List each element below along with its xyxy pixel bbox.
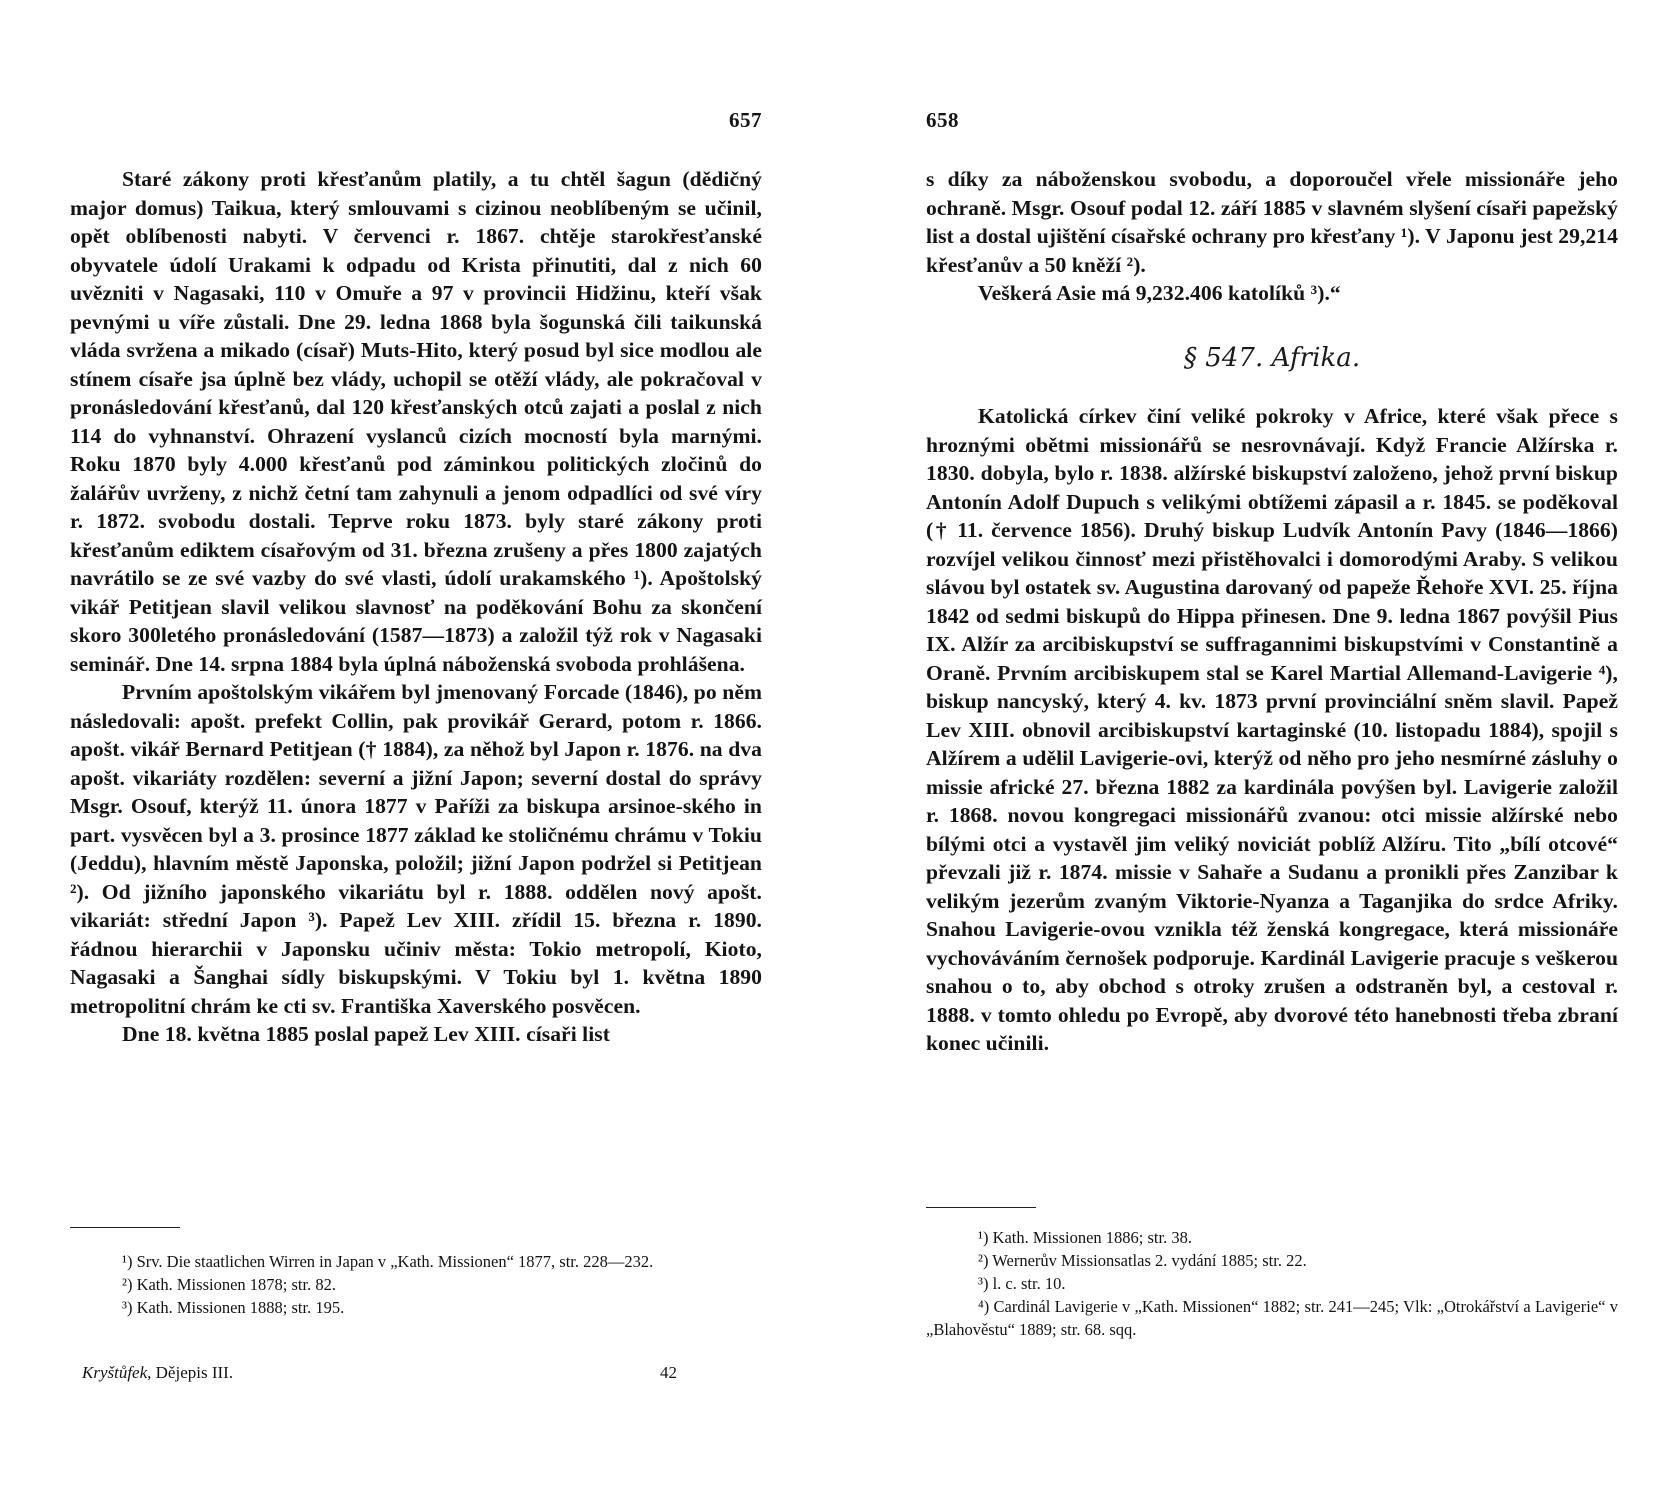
footnote: ¹) Kath. Missionen 1886; str. 38. xyxy=(978,1228,1192,1247)
footnote: ⁴) Cardinál Lavigerie v „Kath. Missionen“ 1882; str. 241—245; Vlk: „Otrokářství a Lavigerie“ v „Blahověstu“ 1889; str. 68. sqq. xyxy=(926,1297,1618,1339)
footnote: ³) Kath. Missionen 1888; str. 195. xyxy=(122,1298,345,1317)
footnote: ²) Wernerův Missionsatlas 2. vydání 1885; str. 22. xyxy=(978,1251,1307,1270)
page-number: 657 xyxy=(729,108,762,132)
footnote-rule xyxy=(926,1207,1036,1208)
paragraph: Staré zákony proti křesťanům platily, a tu chtěl šagun (dědičný major domus) Taikua, který smlouvami s cizinou neoblíbeným se učinil, opět oblíbenosti nabyti. V červenci r. 1867. chtěje starokřesťanské obyvatele údolí Urakami k odpadu od Krista přinutiti, dal z nich 60 uvězniti v Nagasaki, 110 v Omuře a 97 v provincii Hidžinu, kteří však pevnými u víře zůstali. Dne 29. ledna 1868 byla šogunská čili taikunská vláda svržena a mikado (císař) Muts-Hito, který posud byl sice modlou ale stínem císaře jsa úplně bez vlády, uchopil se otěží vlády, ale pokračoval v pronásledování křesťanů, dal 120 křesťanských otců zajati a poslal z nich 114 do vyhnanství. Ohrazení vyslanců cizích mocností byla marnými. Roku 1870 byly 4.000 křesťanů pod záminkou politických zločinů do žalářův uvrženy, z nichž četní tam zahynuli a jenom odpadlíci od své víry r. 1872. svobodu dostali. Teprve roku 1873. byly staré zákony proti křesťanům ediktem císařovým od 31. března zrušeny a přes 1800 zajatých navrátilo se ze své vazby do své vlasti, údolí urakamského ¹). Apoštolský vikář Petitjean slavil velikou slavnosť na poděkování Bohu za skončení skoro 300letého pronásledování (1587—1873) a založil týž rok v Nagasaki seminář. Dne 14. srpna 1884 byla úplná náboženská svoboda prohlášena. xyxy=(70,167,762,676)
signature-text xyxy=(82,1363,233,1383)
footnotes xyxy=(926,1226,1618,1341)
section-heading: § 547. Afrika. xyxy=(1183,342,1361,373)
signature-author: Kryštůfek, xyxy=(82,1363,152,1382)
footnote: ²) Kath. Missionen 1878; str. 82. xyxy=(122,1275,336,1294)
body-text xyxy=(70,165,762,1049)
footnote: ³) l. c. str. 10. xyxy=(978,1274,1066,1293)
signature-title: Dějepis III. xyxy=(151,1363,234,1382)
footnote-rule xyxy=(70,1227,180,1228)
footnote: ¹) Srv. Die staatlichen Wirren in Japan v „Kath. Missionen“ 1877, str. 228—232. xyxy=(122,1252,654,1271)
paragraph: Dne 18. května 1885 poslal papež Lev XIII. císaři list xyxy=(122,1022,610,1046)
page-number: 658 xyxy=(926,108,959,132)
paragraph: s díky za náboženskou svobodu, a doporoučel vřele missionáře jeho ochraně. Msgr. Osouf podal 12. září 1885 v slavném slyšení císaři papežský list a dostal ujištění císařské ochrany pro křesťany ¹). V Japonu jest 29,214 křesťanův a 50 kněží ²). xyxy=(926,167,1618,277)
body-text xyxy=(926,165,1618,1058)
footnotes xyxy=(70,1250,762,1319)
paragraph: Prvním apoštolským vikářem byl jmenovaný Forcade (1846), po něm následovali: apošt. prefekt Collin, pak provikář Gerard, potom r. 1866. apošt. vikář Bernard Petitjean († 1884), za něhož byl Japon r. 1876. na dva apošt. vikariáty rozdělen: severní a jižní Japon; severní dostal do správy Msgr. Osouf, kterýž 11. února 1877 v Paříži za biskupa arsinoe-ského in part. vysvěcen byl a 3. prosince 1877 základ ke stoličnému chrámu v Tokiu (Jeddu), hlavním městě Japonska, položil; jižní Japon podržel si Petitjean ²). Od jižního japonského vikariátu byl r. 1888. oddělen nový apošt. vikariát: střední Japon ³). Papež Lev XIII. zřídil 15. března r. 1890. řádnou hierarchii v Japonsku učiniv města: Tokio metropolí, Kioto, Nagasaki a Šanghai sídly biskupskými. V Tokiu byl 1. května 1890 metropolitní chrám ke cti sv. Františka Xaverského posvěcen. xyxy=(70,680,762,1018)
paragraph: Veškerá Asie má 9,232.406 katolíků ³).“ xyxy=(978,281,1341,305)
signature-number: 42 xyxy=(660,1363,677,1382)
paragraph: Katolická církev činí veliké pokroky v Africe, které však přece s hroznými obětmi missionářů se nesrovnávají. Když Francie Alžírska r. 1830. dobyla, bylo r. 1838. alžírské biskupství založeno, jehož první biskup Antonín Adolf Dupuch s velikými obtížemi zápasil a r. 1845. se poděkoval († 11. července 1856). Druhý biskup Ludvík Antonín Pavy (1846—1866) rozvíjel velikou činnosť mezi přistěhovalci i domorodými Araby. S velikou slávou byl ostatek sv. Augustina darovaný od papeže Řehoře XVI. 25. října 1842 od sedmi biskupů do Hippa přinesen. Dne 9. ledna 1867 povýšil Pius IX. Alžír za arcibiskupství se suffragannimi biskupstvími v Constantině a Oraně. Prvním arcibiskupem stal se Karel Martial Allemand-Lavigerie ⁴), biskup nancyský, který 4. kv. 1873 první provinciální sněm slavil. Papež Lev XIII. obnovil arcibiskupství kartaginské (10. listopadu 1884), spojil s Alžírem a udělil Lavigerie-ovi, kterýž od něho pro jeho nesmírné zásluhy o missie africké 27. března 1882 za kardinála povýšen byl. Lavigerie založil r. 1868. novou kongregaci missionářů zvanou: otci missie alžírské nebo bílými otci a vystavěl jim veliký noviciát poblíž Alžíru. Tito „bílí otcové“ převzali již r. 1874. missie v Sahaře a Sudanu a pronikli přes Zanzibar k velikým jezerům zvaným Viktorie-Nyanza a Taganjika do srdce Afriky. Snahou Lavigerie-ovou vznikla též ženská kongregace, která missionáře vychováváním černošek podporuje. Kardinál Lavigerie pracuje s veškerou snahou o to, aby obchod s otroky zrušen a odstraněn byl, a cestoval r. 1888. v tomto ohledu po Evropě, aby dvorové této hanebnosti třeba zbraní konec učinili. xyxy=(926,404,1618,1055)
